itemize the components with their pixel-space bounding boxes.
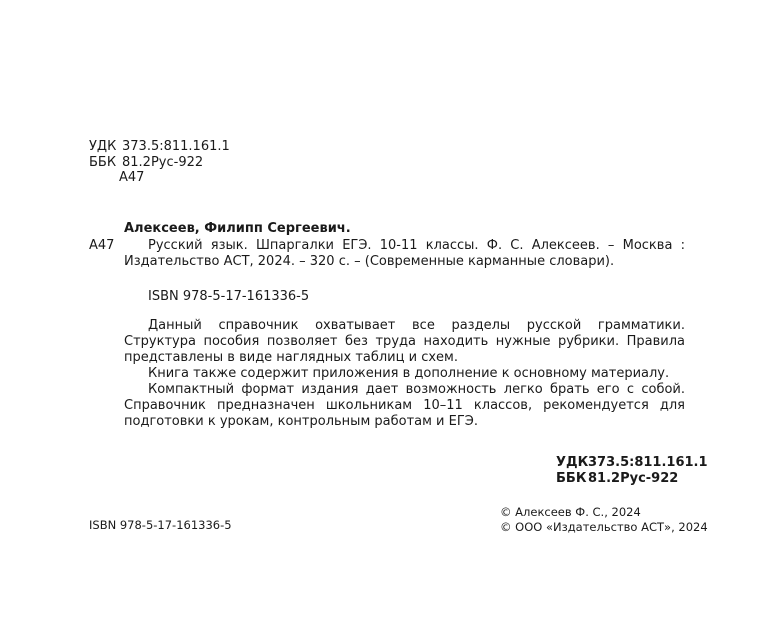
udk-value: 373.5:811.161.1 bbox=[122, 139, 230, 154]
copyright-publisher: © ООО «Издательство АСТ», 2024 bbox=[500, 520, 708, 534]
bottom-classification-block bbox=[556, 455, 708, 487]
udk-label: УДК bbox=[89, 139, 117, 154]
annotation-paragraph: Книга также содержит приложения в дополнение к основному материалу. bbox=[148, 366, 670, 381]
bbk-value: 81.2Рус-922 bbox=[122, 155, 204, 170]
isbn-footer: ISBN 978-5-17-161336-5 bbox=[89, 518, 232, 532]
author-mark-record: А47 bbox=[89, 238, 115, 253]
author-mark-top: А47 bbox=[119, 170, 145, 185]
author-heading: Алексеев, Филипп Сергеевич. bbox=[124, 221, 351, 236]
udk-value: 373.5:811.161.1 bbox=[588, 455, 708, 470]
bbk-label: ББК bbox=[556, 471, 587, 486]
bbk-line bbox=[89, 155, 249, 171]
udk-line bbox=[556, 455, 708, 471]
bbk-line bbox=[556, 471, 708, 487]
annotation bbox=[124, 318, 685, 430]
annotation-paragraph: Данный справочник охватывает все разделы русской грамматики. Структура пособия позволяет без труда находить нужные рубрики. Правила представлены в виде наглядных таблиц и схем. bbox=[124, 318, 685, 365]
copyright-block bbox=[500, 505, 708, 535]
udk-label: УДК bbox=[556, 455, 589, 470]
isbn-record: ISBN 978-5-17-161336-5 bbox=[148, 289, 310, 304]
bibliographic-description: Русский язык. Шпаргалки ЕГЭ. 10-11 классы. Ф. С. Алексеев. – Москва : Издательство АСТ, 2024. – 320 с. – (Современные карманные словари). bbox=[124, 238, 685, 269]
annotation-paragraph: Компактный формат издания дает возможность легко брать его с собой. Справочник предназначен школьникам 10–11 классов, рекомендуется для подготовки к урокам, контрольным работам и ЕГЭ. bbox=[124, 382, 685, 429]
udk-line bbox=[89, 139, 249, 155]
bbk-value: 81.2Рус-922 bbox=[588, 471, 679, 486]
copyright-author: © Алексеев Ф. С., 2024 bbox=[500, 505, 641, 519]
bbk-label: ББК bbox=[89, 155, 117, 170]
